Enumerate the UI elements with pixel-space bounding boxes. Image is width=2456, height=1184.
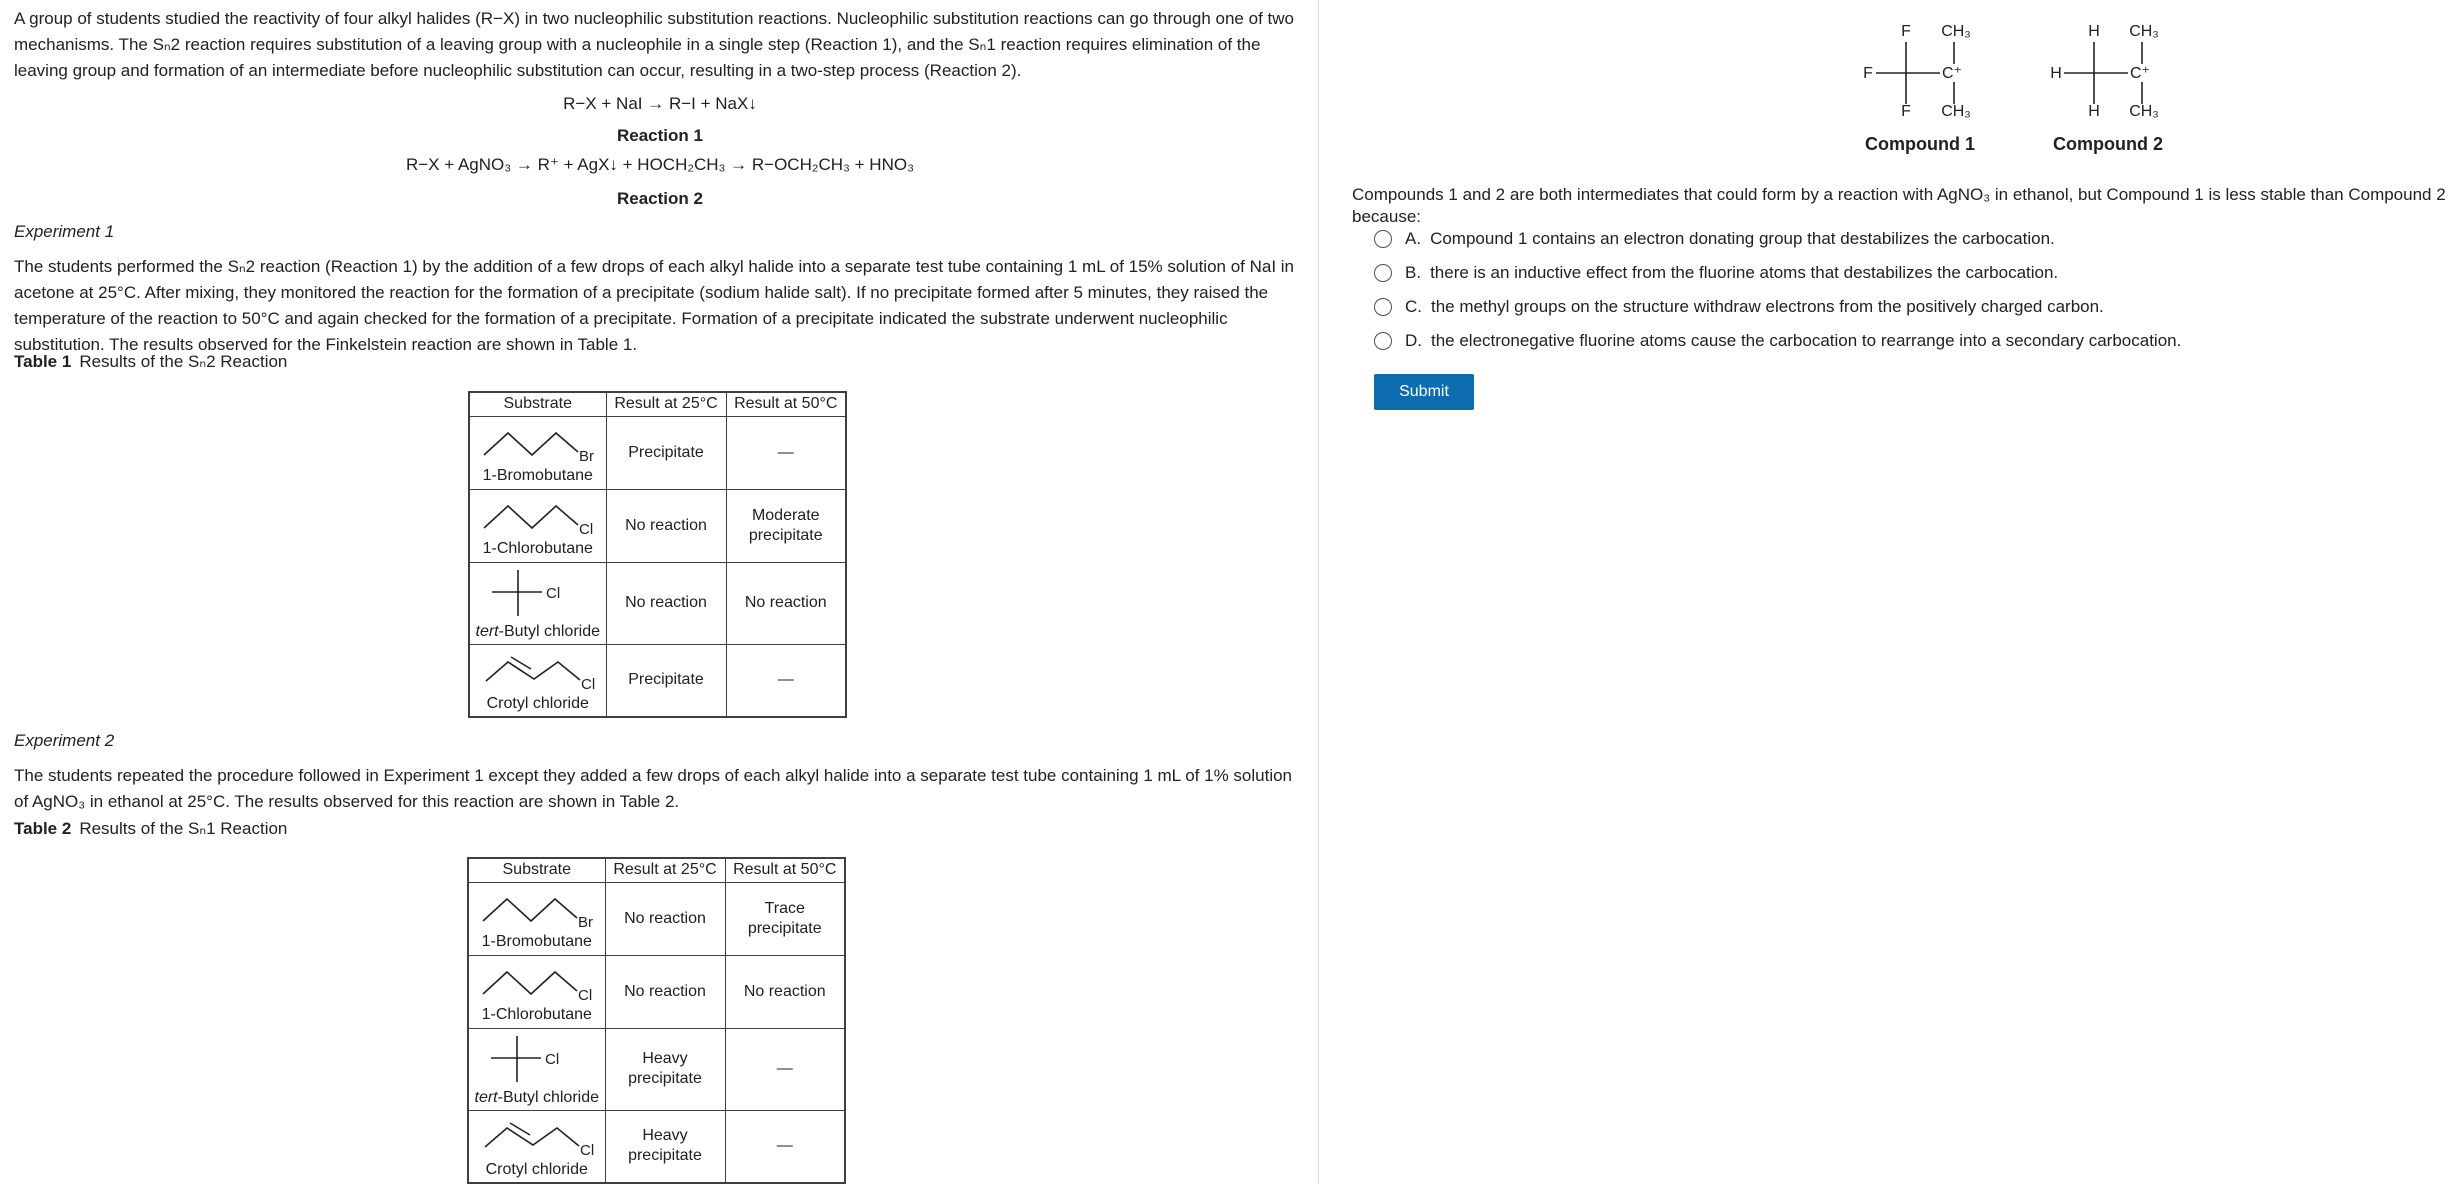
halide-label: Br (577, 914, 593, 931)
result-25c-cell: Heavy precipitate (605, 1110, 725, 1183)
result-25c-cell: No reaction (606, 562, 726, 644)
reaction-2-label: Reaction 2 (617, 189, 703, 208)
passage-intro-paragraph: A group of students studied the reactivity of four alkyl halides (R−X) in two nucleophilic substitution reactions. Nucleophilic substitution reactions can go through one of two mechanisms. The Sₙ2 reaction requires substitution of a leaving group with a nucleophile in a single step (Reaction 1), and the Sₙ1 reaction requires elimination of the leaving group and formation of an intermediate before nucleophilic substitution can occur, resulting in a two-step process (Reaction 2). (14, 9, 1294, 80)
carbocation-center: C⁺ (2130, 65, 2150, 82)
atom-bottom: F (1901, 103, 1911, 120)
result-50c-cell: Moderate precipitate (726, 489, 846, 562)
substrate-cell (468, 955, 605, 1028)
result-25c-cell: Precipitate (606, 644, 726, 717)
atom-bottom: H (2088, 103, 2100, 120)
column-header-50c: Result at 50°C (725, 858, 845, 882)
halide-label: Cl (578, 521, 593, 538)
column-header-50c: Result at 50°C (726, 392, 846, 416)
substrate-cell (469, 562, 606, 644)
compound-2-label: Compound 2 (2053, 134, 2163, 154)
table-1-caption (14, 352, 287, 372)
option-c-text: the methyl groups on the structure withdraw electrons from the positively charged carbon. (1431, 296, 2104, 316)
atom-left: F (1863, 65, 1873, 82)
option-a-letter: A. (1405, 228, 1422, 248)
submit-button[interactable]: Submit (1374, 374, 1474, 410)
option-b[interactable] (1374, 262, 2434, 283)
compound-1-label: Compound 1 (1865, 134, 1975, 154)
option-b-letter: B. (1405, 262, 1422, 282)
substrate-cell (469, 489, 606, 562)
substrate-name: tert-Butyl chloride (475, 622, 600, 640)
substrate-cell (469, 644, 606, 717)
column-header-substrate: Substrate (468, 858, 605, 882)
halide-label: Cl (579, 1141, 594, 1159)
table-row (468, 882, 845, 955)
result-50c-cell: — (725, 1110, 845, 1183)
crotyl-structure (478, 647, 598, 693)
radio-option-a[interactable] (1374, 230, 1392, 248)
option-c[interactable] (1374, 296, 2434, 317)
halide-label: Cl (545, 584, 560, 602)
result-50c-cell: — (726, 644, 846, 717)
chlorobutane-structure (478, 492, 598, 538)
option-b-text: there is an inductive effect from the fluorine atoms that destabilizes the carbocation. (1430, 262, 2059, 282)
column-divider (1318, 0, 1319, 1184)
halide-label: Cl (577, 987, 592, 1004)
option-a-text: Compound 1 contains an electron donating group that destabilizes the carbocation. (1430, 228, 2055, 248)
experiment-2-paragraph: The students repeated the procedure followed in Experiment 1 except they added a few drops of each alkyl halide into a separate test tube containing 1 mL of 1% solution of AgNO₃ in ethanol at 25°C. The results observed for this reaction are shown in Table 2. (14, 766, 1293, 811)
compound-2-structure (2048, 6, 2168, 128)
result-50c-cell: No reaction (726, 562, 846, 644)
result-25c-cell: Precipitate (606, 416, 726, 489)
substrate-cell (468, 882, 605, 955)
table-row (468, 1110, 845, 1183)
methyl-bottom: CH₃ (1941, 103, 1971, 120)
table-2-caption-number: Table 2 (14, 819, 72, 838)
carbocation-center: C⁺ (1942, 65, 1962, 82)
halide-label: Cl (580, 675, 595, 693)
column-header-25c: Result at 25°C (605, 858, 725, 882)
atom-top: H (2088, 23, 2100, 40)
halide-label: Br (578, 448, 594, 465)
substrate-name: Crotyl chloride (486, 694, 589, 712)
table-row (468, 955, 845, 1028)
substrate-name: 1-Bromobutane (481, 933, 592, 950)
substrate-cell (468, 1028, 605, 1110)
column-header-25c: Result at 25°C (606, 392, 726, 416)
result-50c-cell: No reaction (725, 955, 845, 1028)
reaction-1-equation: R−X + NaI → R−I + NaX↓ (563, 94, 757, 113)
substrate-cell (469, 416, 606, 489)
experiment-1-paragraph: The students performed the Sₙ2 reaction (Reaction 1) by the addition of a few drops of each alkyl halide into a separate test tube containing 1 mL of 15% solution of NaI in acetone at 25°C. After mixing, they monitored the reaction for the formation of a precipitate (sodium halide salt). If no precipitate formed after 5 minutes, they raised the temperature of the reaction to 50°C and again checked for the formation of a precipitate. Formation of a precipitate indicated the substrate underwent nucleophilic substitution. The results observed for the Finkelstein reaction are shown in Table 1. (14, 257, 1295, 354)
substrate-name: 1-Bromobutane (482, 467, 593, 484)
result-50c-cell: Trace precipitate (725, 882, 845, 955)
option-d[interactable] (1374, 330, 2434, 351)
table-header-row (468, 858, 845, 882)
radio-option-c[interactable] (1374, 298, 1392, 316)
tert-butyl-structure (478, 565, 598, 621)
substrate-name: 1-Chlorobutane (481, 1006, 592, 1023)
table-1-caption-number: Table 1 (14, 352, 72, 371)
option-c-letter: C. (1405, 296, 1422, 316)
methyl-top: CH₃ (2129, 23, 2159, 40)
tert-butyl-structure (477, 1031, 597, 1087)
question-stem: Compounds 1 and 2 are both intermediates that could form by a reaction with AgNO₃ in ethanol, but Compound 1 is less stable than Compound 2 because: (1352, 185, 2446, 226)
reaction-2-equation: R−X + AgNO₃ → R⁺ + AgX↓ + HOCH₂CH₃ → R−OCH₂CH₃ + HNO₃ (405, 155, 915, 174)
methyl-bottom: CH₃ (2129, 103, 2159, 120)
substrate-name: tert-Butyl chloride (474, 1088, 599, 1106)
column-header-substrate: Substrate (469, 392, 606, 416)
experiment-1-heading: Experiment 1 (14, 222, 115, 241)
crotyl-structure (477, 1113, 597, 1159)
bromobutane-structure (477, 885, 597, 931)
compound-1-structure (1860, 6, 1980, 128)
result-50c-cell: — (725, 1028, 845, 1110)
bromobutane-structure (478, 419, 598, 465)
result-25c-cell: No reaction (606, 489, 726, 562)
atom-left: H (2050, 65, 2062, 82)
table-row (469, 562, 846, 644)
substrate-name: 1-Chlorobutane (482, 540, 593, 557)
chlorobutane-structure (477, 958, 597, 1004)
answer-options (1374, 228, 2434, 364)
compound-1-figure (1858, 6, 1982, 155)
table-row (468, 1028, 845, 1110)
halide-label: Cl (544, 1050, 559, 1068)
table-row (469, 644, 846, 717)
methyl-top: CH₃ (1941, 23, 1971, 40)
substrate-name: Crotyl chloride (485, 1160, 588, 1178)
substrate-cell (468, 1110, 605, 1183)
option-d-text: the electronegative fluorine atoms cause the carbocation to rearrange into a secondary carbocation. (1431, 330, 2182, 350)
radio-option-b[interactable] (1374, 264, 1392, 282)
compound-2-figure (2046, 6, 2170, 155)
table-row (469, 416, 846, 489)
reaction-1-label: Reaction 1 (617, 126, 703, 145)
atom-top: F (1901, 23, 1911, 40)
table-row (469, 489, 846, 562)
table-header-row (469, 392, 846, 416)
experiment-2-heading: Experiment 2 (14, 731, 115, 750)
option-a[interactable] (1374, 228, 2434, 249)
result-25c-cell: Heavy precipitate (605, 1028, 725, 1110)
result-50c-cell: — (726, 416, 846, 489)
sn2-results-table (468, 391, 847, 718)
option-d-letter: D. (1405, 330, 1422, 350)
table-2-caption (14, 819, 287, 839)
table-2-caption-text: Results of the Sₙ1 Reaction (79, 819, 288, 838)
result-25c-cell: No reaction (605, 955, 725, 1028)
radio-option-d[interactable] (1374, 332, 1392, 350)
sn1-results-table (467, 857, 846, 1184)
table-1-caption-text: Results of the Sₙ2 Reaction (79, 352, 288, 371)
result-25c-cell: No reaction (605, 882, 725, 955)
